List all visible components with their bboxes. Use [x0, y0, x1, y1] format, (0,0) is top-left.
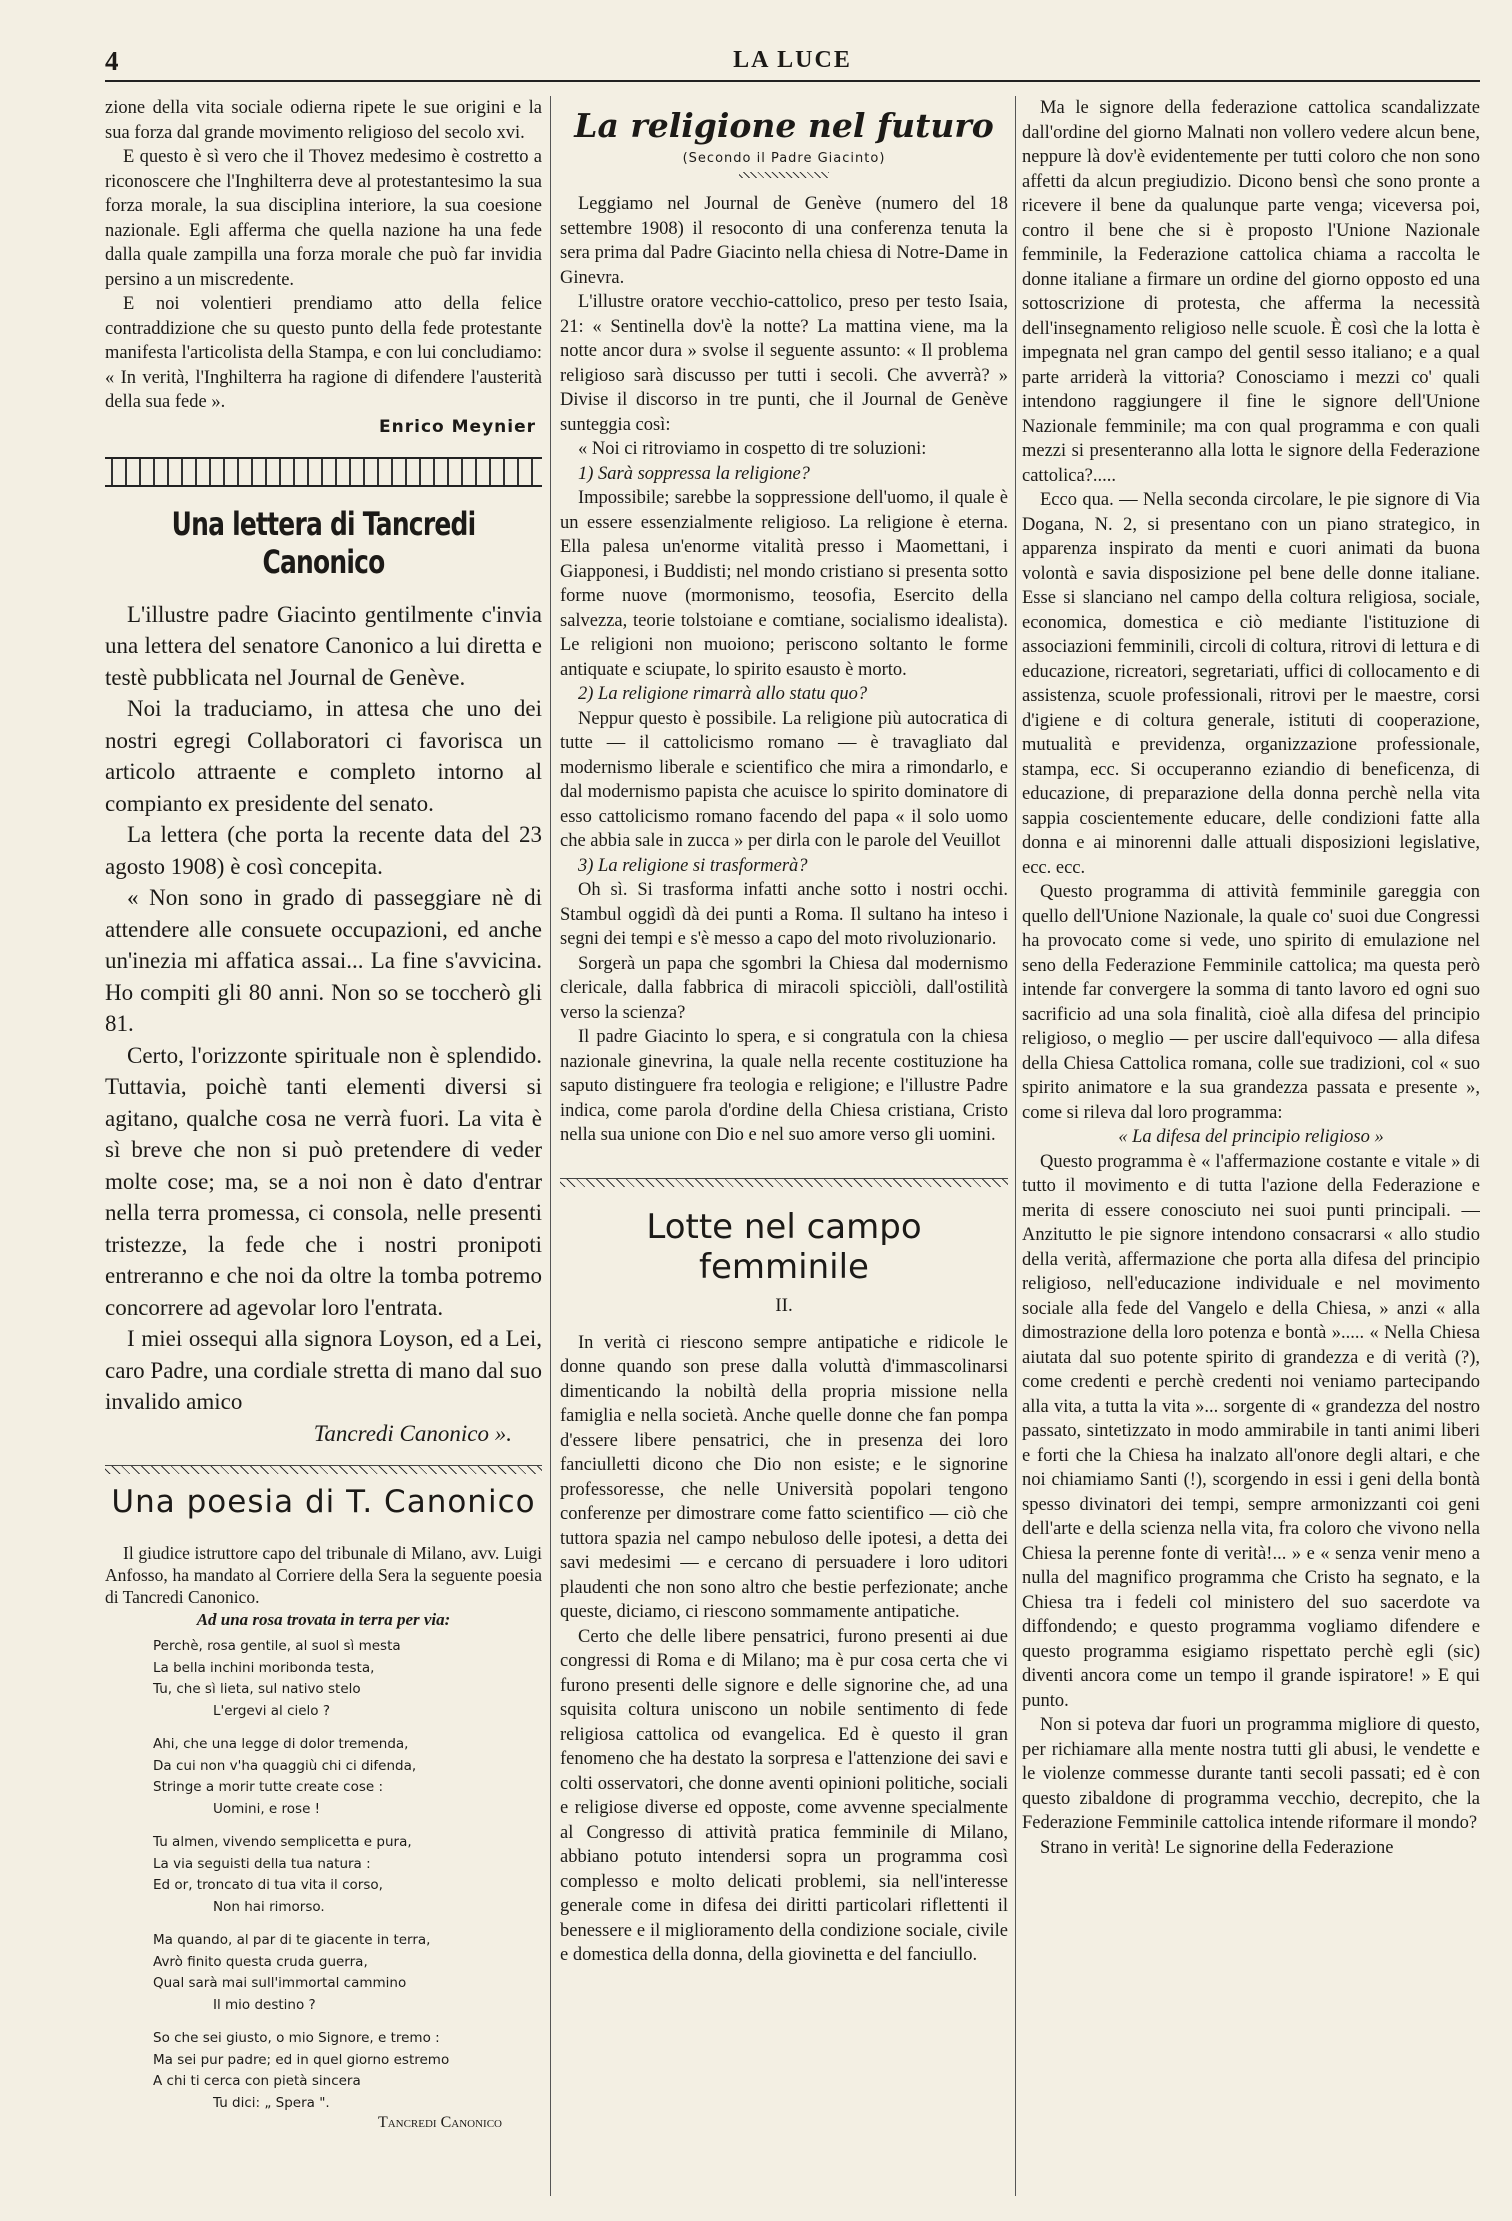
column-3 [1022, 96, 1480, 2196]
page-number: 4 [105, 46, 119, 76]
quote: « La difesa del principio religioso » [1118, 1127, 1384, 1147]
paragraph: Non si poteva dar fuori un programma migliore di questo, per richiamare alla mente nostra tutti gli abusi, le vendette e le violenze commesse durante tanti secoli passati; ed è con questo zibaldone di programma vecchio, decrepito, che la Federazione Femminile cattolica intende riformare il mondo? [1022, 1715, 1480, 1833]
poem-line: L'ergevi al cielo ? [213, 1702, 331, 1719]
paragraph: Neppur questo è possibile. La religione più autocratica di tutte — il cattolicismo romano — è travagliato dal modernismo liberale e scientifico che mira a rimondarlo, e dal modernismo papista che acuisce lo spirito dominatore di esso cattolicismo romano facendo del papa « il solo uomo che abbia sale in zucca » per dirla con le parole del Veuillot [560, 708, 1008, 851]
column-2 [560, 96, 1008, 2196]
article-title: Una lettera di Tancredi Canonico [171, 504, 476, 581]
masthead: LA LUCE [733, 47, 852, 73]
paragraph: E noi volentieri prendiamo atto della felice contraddizione che su questo punto della fede protestante manifesta l'articolista della Stampa, e con lui concludiamo: « In verità, l'Inghilterra ha ragione di difendere l'austerità della sua fede ». [105, 294, 542, 412]
poem [105, 1636, 542, 2114]
column-1 [105, 96, 542, 2196]
poem-line: Ma sei pur padre; ed in quel giorno estremo [153, 2051, 450, 2068]
paragraph: Oh sì. Si trasforma infatti anche sotto i nostri occhi. Stambul oggidì dà dei punti a Roma. Il sultano ha inteso i segni dei tempi e s'è messo a capo del moto rivoluzionario. [560, 880, 1008, 949]
paragraph: Noi la traduciamo, in attesa che uno dei nostri egregi Collaboratori ci favorisca un articolo attraente e completo intorno al compianto ex presidente del senato. [105, 696, 542, 816]
paragraph: « Noi ci ritroviamo in cospetto di tre soluzioni: [578, 439, 927, 459]
paragraph: Il giudice istruttore capo del tribunale di Milano, avv. Luigi Anfosso, ha mandato al Corriere della Sera la seguente poesia di Tancredi Canonico. [105, 1543, 542, 1607]
poem-line: So che sei giusto, o mio Signore, e tremo : [153, 2030, 440, 2046]
poem-line: Da cui non v'ha quaggiù chi ci difenda, [153, 1757, 417, 1774]
paragraph: Ecco qua. — Nella seconda circolare, le pie signore di Via Dogana, N. 2, si presentano con un piano strategico, in apparenza inspirato da menti e cuori animati da buona volontà e savia disposizione pel bene delle donne italiane. Esse si slanciano nel campo della coltura religiosa, sociale, economica, domestica e ciò mediante l'istituzione di associazioni femminili, circoli di coltura, ritrovi di lettura e di educazione, ricreatori, segretariati, uffici di collocamento e di assistenza, scuole professionali, ritrovi per le maestre, corsi d'igiene e di coltura generale, istituti di cooperazione, mutualità e previdenza, organizzazione professionale, stampa, ecc. Si occuperanno eziandio di beneficenza, di educazione, di preparazione della donna perchè nella vita sappia coscientemente educare, delle condizioni fatte alla donna e ai minorenni dalle attuali disposizioni legislative, ecc. ecc. [1022, 490, 1480, 878]
header-rule [105, 80, 1480, 82]
letter-signature: Tancredi Canonico ». [313, 1420, 512, 1446]
paragraph: In verità ci riescono sempre antipatiche e ridicole le donne quando son prese dalla voluttà d'immascolinarsi dimenticando la nobiltà della propria missione nella famiglia e nella società. Anche quelle donne che fan pompa d'essere libere pensatrici, che in presenza dei loro fanciulletti dicono che Dio non esiste; e le signorine professoresse, che nelle Università popolari tengono conferenze per dimostrare come fatto scientifico — ciò che tuttora spazia nel campo nebuloso delle ipotesi, a detta dei savi medesimi — e cercano di persuadere i loro uditori plaudenti che non sono altro che bestie perfezionate; anche queste, diciamo, ci riescono sommamente antipatiche. [560, 1332, 1008, 1622]
wavy-divider [560, 1178, 1008, 1187]
column-divider [1015, 96, 1016, 2196]
poem-line: Il mio destino ? [213, 1996, 316, 2013]
paragraph: E questo è sì vero che il Thovez medesimo è costretto a riconoscere che l'Inghilterra deve al protestantesimo la sua forza morale, la sua disciplina interiore, la sua coesione nazionale. Egli afferma che quella nazione ha una fede dalla quale zampilla una forza morale che può far invidia persino a un miscredente. [105, 147, 542, 290]
paragraph: Certo che delle libere pensatrici, furono presenti ai due congressi di Roma e di Milano; ma è pur cosa certa che vi furono presenti delle signore e delle signorine che, ad una squisita coltura uniscono un nobile sentimento di fede religiosa cattolica od evangelica. Ed è questo il gran fenomeno che ha destato la sorpresa e l'attenzione dei savi e colti osservatori, che donne aventi opinioni politiche, sociali e religiose diverse ed opposte, come avvenne specialmente al Congresso di attività pratica femminile di Milano, abbiano potuto intendersi sopra un programma così complesso e molto delicati problemi, sia nell'interesse generale come in difesa dei diritti particolari riflettenti il benessere e il miglioramento della condizione sociale, civile e domestica della donna, della giovinetta e del fanciullo. [560, 1626, 1008, 1965]
poem-line: Perchè, rosa gentile, al suol sì mesta [153, 1638, 401, 1654]
poem-title: Ad una rosa trovata in terra per via: [196, 1610, 451, 1629]
paragraph: zione della vita sociale odierna ripete le sue origini e la sua forza dal grande movimento religioso del secolo xvi. [105, 98, 542, 143]
paragraph: L'illustre padre Giacinto gentilmente c'invia una lettera del senatore Canonico a lui diretta e testè pubblicata nel Journal de Genève. [105, 601, 542, 690]
poem-line: Ahi, che una legge di dolor tremenda, [153, 1736, 409, 1752]
poem-line: Tu, che sì lieta, sul nativo stelo [153, 1681, 361, 1697]
squiggle-divider [739, 172, 829, 178]
poem-intro-block [105, 1542, 542, 1608]
paragraph: Questo programma di attività femminile gareggia con quello dell'Unione Nazionale, la quale co' suoi due Congressi ha provocato come si vede, uno spirito di emulazione nel seno della Federazione Femminile cattolica; ma questa però intende far convergere la somma di tanto lavoro ed ogni suo sacrificio ad una sola finalità, cioè alla difesa del principio religioso, o meglio — per uscire dall'equivoco — alla difesa della Chiesa Cattolica romana, colle sue tradizioni, col « suo spirito animatore e la sua grandezza passata e presente », come si rileva dal loro programma: [1022, 882, 1480, 1123]
article-title: La religione nel futuro [574, 106, 994, 145]
paragraph: 1) Sarà soppressa la religione? [578, 463, 810, 484]
poem-line: A chi ti cerca con pietà sincera [153, 2073, 361, 2089]
poem-line: Ed or, troncato di tua vita il corso, [153, 1877, 383, 1893]
article-body [105, 599, 542, 1450]
wavy-divider [105, 1465, 542, 1474]
poem-line: La via seguisti della tua natura : [153, 1855, 371, 1872]
poem-line: Non hai rimorso. [213, 1898, 325, 1915]
paragraph: L'illustre oratore vecchio-cattolico, preso per testo Isaia, 21: « Sentinella dov'è la notte? La mattina viene, ma la notte ancor dura » svolse il seguente assunto: « Il problema religioso sarà discusso per tutti i secoli. Che avverrà? » Divise il discorso in tre punti, che il Journal de Genève sunteggia così: [560, 292, 1008, 435]
column-divider [550, 96, 551, 2196]
poem-signature: Tancredi Canonico [377, 2114, 502, 2131]
paragraph: « Non sono in grado di passeggiare nè di attendere alle consuete occupazioni, ed anche un'inezia mi affatica assai... La fine s'avvicina. Ho compiti gli 80 anni. Non so se toccherò gli 81. [105, 885, 542, 1036]
ornamental-divider [105, 457, 542, 487]
article-title: Lotte nel campo femminile [646, 1206, 922, 1287]
paragraph: Questo programma è « l'affermazione costante e vitale » di tutto il movimento e di tutta l'azione della Federazione e merita di essere conosciuto nei suoi punti principali. — Anzitutto le pie signore intendono consacrarsi « allo studio della verità, affermazione che porta alla difesa del principio religioso, nell'educazione individuale e nel movimento sociale alla fede del Vangelo e della Chiesa, » anzi « alla dimostrazione della loro potenza e bontà »..... « Nella Chiesa aiutata dal suo potente spirito di grandezza e di verità (?), come credenti e perchè credenti noi veniamo partecipando alla vita, a tutta la vita »... sorgente di « grandezza del nostro passato, sintetizzato in modo ammirabile in tanti animi liberi e forti che la Chiesa ha inalzato all'onore degli altari, e che noi chiamiamo Santi (!), scorgendo in essi i geni della bontà spesso divinatori dei tempi, sempre armonizzanti coi geni dell'arte e della scienza nella vita, fra coloro che vivono nella Chiesa la perenne fonte di verità!... » e « senza venir meno a nulla del magnifico programma che Cristo ha segnato, e la Chiesa tra i fedeli col ministero del suo sacerdote va diffondendo; e questo programma vogliamo difendere e questo programma esigiamo rispettato perchè egli (sic) diventi ancora come un tempo il grande ispiratore! » E qui punto. [1022, 1151, 1480, 1711]
poem-line: Stringe a morir tutte create cose : [153, 1779, 384, 1795]
poem-line: Qual sarà mai sull'immortal cammino [153, 1975, 407, 1991]
poem-line: Tu dici: „ Spera ". [213, 2094, 330, 2111]
paragraph: I miei ossequi alla signora Loyson, ed a Lei, caro Padre, una cordiale stretta di mano dal suo invalido amico [105, 1326, 542, 1414]
poem-line: Uomini, e rose ! [213, 1800, 321, 1817]
article-number: II. [775, 1294, 793, 1316]
paragraph: La lettera (che porta la recente data del 23 agosto 1908) è così concepita. [105, 822, 542, 879]
paragraph: 2) La religione rimarrà allo statu quo? [578, 684, 868, 704]
poem-line: Ma quando, al par di te giacente in terra, [153, 1932, 431, 1948]
paragraph: Impossibile; sarebbe la soppressione dell'uomo, il quale è un essere essenzialmente religioso. La religione è eterna. Ella palesa un'enorme vitalità presso i Maomettani, i Giapponesi, i Buddisti; nel mondo cristiano si presenta sotto forme nuove (mormonismo, teosofia, Esercito della salvezza, teorie tolstoiane e comtiane, socialismo idealista). Le religioni non muoiono; periscono soltanto le forme antiquate e sciupate, lo spirito esausto è morto. [560, 488, 1008, 680]
poem-line: La bella inchini moribonda testa, [153, 1659, 375, 1676]
paragraph: Ma le signore della federazione cattolica scandalizzate dall'ordine del giorno Malnati non vollero vedere alcun bene, neppure là dov'è evidentemente per tutti coloro che non sono affetti da alcun pregiudizio. Dicono bensì che sono pronte a ricevere il bene da qualunque parte venga; viceversa poi, contro il bene che si è proposto l'Unione Nazionale femminile, la Federazione cattolica chiama a raccolta le donne italiane a firmare un ordine del giorno opposto ed una sottoscrizione di protesta, che afferma la necessità dell'insegnamento religioso nelle scuole. È così che la lotta è impegnata nel gran campo del gentil sesso italiano; e a qual parte arriderà la vittoria? Conosciamo i mezzi co' quali intendono raggiungere il fine le signore dell'Unione Nazionale femminile; ma con qual programma e con quali mezzi si presenteranno alla lotta le signore della Federazione cattolica?..... [1022, 98, 1480, 486]
paragraph: Strano in verità! Le signorine della Federazione [1040, 1837, 1394, 1858]
paragraph: Leggiamo nel Journal de Genève (numero del 18 settembre 1908) il resoconto di una conferenza tenuta la sera prima dal Padre Giacinto nella chiesa di Notre-Dame in Ginevra. [560, 194, 1008, 288]
author-signature: Enrico Meynier [379, 416, 536, 437]
page-header [105, 46, 1480, 76]
paragraph: Il padre Giacinto lo spera, e si congratula con la chiesa nazionale ginevrina, la quale nella recente costituzione ha saputo distinguere fra teologia e religione; e l'illustre Padre indica, come parola d'ordine della Chiesa cristiana, Cristo nella sua unione con Dio e nel suo amore verso gli uomini. [560, 1027, 1008, 1145]
paragraph: Certo, l'orizzonte spirituale non è splendido. Tuttavia, poichè tanti elementi diversi si agitano, qualche cosa ne verrà fuori. La vita è sì breve che non si può pretendere di veder molte cose; ma, se a noi non è dato d'entrar nella terra promessa, ci consola, nelle presenti tristezze, la fede che i nostri pronipoti entreranno e che noi da oltre la tomba potremo concorrere ad agevolar loro l'entrata. [105, 1042, 542, 1320]
paragraph: Sorgerà un papa che sgombri la Chiesa dal modernismo clericale, dalla fabbrica di miracoli spicciòli, dall'ostilità verso la scienza? [560, 953, 1008, 1023]
article-subtitle: (Secondo il Padre Giacinto) [682, 151, 886, 166]
paragraph: 3) La religione si trasformerà? [578, 855, 808, 876]
poem-line: Avrò finito questa cruda guerra, [153, 1953, 368, 1970]
article-title: Una poesia di T. Canonico [111, 1484, 536, 1520]
poem-line: Tu almen, vivendo semplicetta e pura, [153, 1834, 412, 1850]
